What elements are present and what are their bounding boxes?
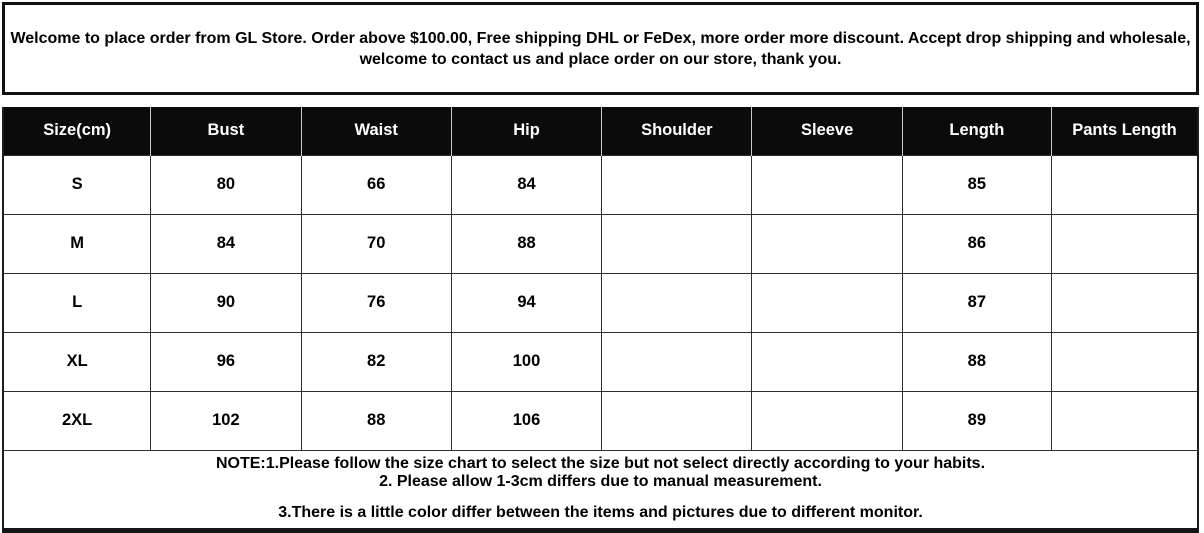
cell-size: L <box>4 273 151 332</box>
banner-text-line-1: Welcome to place order from GL Store. Order above $100.00, Free shipping DHL or FeDex, more order more discount. Accept drop shipping and wholesale, <box>10 29 1191 47</box>
cell-shoulder <box>602 332 752 391</box>
column-header-sleeve: Sleeve <box>752 107 902 155</box>
cell-sleeve <box>752 214 902 273</box>
table-row-xl <box>4 332 1197 391</box>
cell-bust: 80 <box>151 155 301 214</box>
cell-hip: 84 <box>451 155 601 214</box>
cell-size: S <box>4 155 151 214</box>
column-header-length: Length <box>902 107 1051 155</box>
cell-hip: 94 <box>451 273 601 332</box>
cell-pants-length <box>1051 273 1197 332</box>
column-header-shoulder: Shoulder <box>602 107 752 155</box>
header-row <box>4 107 1197 155</box>
cell-hip: 106 <box>451 391 601 450</box>
size-chart-section <box>2 107 1199 533</box>
cell-bust: 96 <box>151 332 301 391</box>
cell-length: 86 <box>902 214 1051 273</box>
cell-hip: 100 <box>451 332 601 391</box>
cell-length: 85 <box>902 155 1051 214</box>
cell-bust: 84 <box>151 214 301 273</box>
table-row-m <box>4 214 1197 273</box>
column-header-pants-length: Pants Length <box>1051 107 1197 155</box>
note-3: 3.There is a little color differ between the items and pictures due to different monitor. <box>278 503 923 521</box>
cell-pants-length <box>1051 391 1197 450</box>
column-header-size: Size(cm) <box>4 107 151 155</box>
cell-pants-length <box>1051 332 1197 391</box>
store-welcome-banner <box>2 2 1199 95</box>
column-header-hip: Hip <box>451 107 601 155</box>
cell-length: 88 <box>902 332 1051 391</box>
cell-shoulder <box>602 391 752 450</box>
cell-pants-length <box>1051 214 1197 273</box>
cell-bust: 90 <box>151 273 301 332</box>
cell-size: 2XL <box>4 391 151 450</box>
notes-section <box>4 451 1197 524</box>
cell-shoulder <box>602 155 752 214</box>
cell-shoulder <box>602 214 752 273</box>
column-header-bust: Bust <box>151 107 301 155</box>
cell-sleeve <box>752 155 902 214</box>
table-row-2xl <box>4 391 1197 450</box>
cell-size: M <box>4 214 151 273</box>
cell-waist: 76 <box>301 273 451 332</box>
cell-sleeve <box>752 391 902 450</box>
cell-length: 87 <box>902 273 1051 332</box>
cell-bust: 102 <box>151 391 301 450</box>
cell-waist: 82 <box>301 332 451 391</box>
cell-shoulder <box>602 273 752 332</box>
cell-waist: 70 <box>301 214 451 273</box>
cell-sleeve <box>752 273 902 332</box>
cell-sleeve <box>752 332 902 391</box>
cell-pants-length <box>1051 155 1197 214</box>
cell-length: 89 <box>902 391 1051 450</box>
cell-waist: 88 <box>301 391 451 450</box>
note-2: 2. Please allow 1-3cm differs due to manual measurement. <box>379 472 822 490</box>
cell-size: XL <box>4 332 151 391</box>
banner-text-line-2: welcome to contact us and place order on our store, thank you. <box>359 50 842 68</box>
size-chart-table <box>4 107 1197 451</box>
note-1: NOTE:1.Please follow the size chart to select the size but not select directly according to your habits. <box>215 454 986 472</box>
column-header-waist: Waist <box>301 107 451 155</box>
table-row-s <box>4 155 1197 214</box>
cell-hip: 88 <box>451 214 601 273</box>
cell-waist: 66 <box>301 155 451 214</box>
table-row-l <box>4 273 1197 332</box>
